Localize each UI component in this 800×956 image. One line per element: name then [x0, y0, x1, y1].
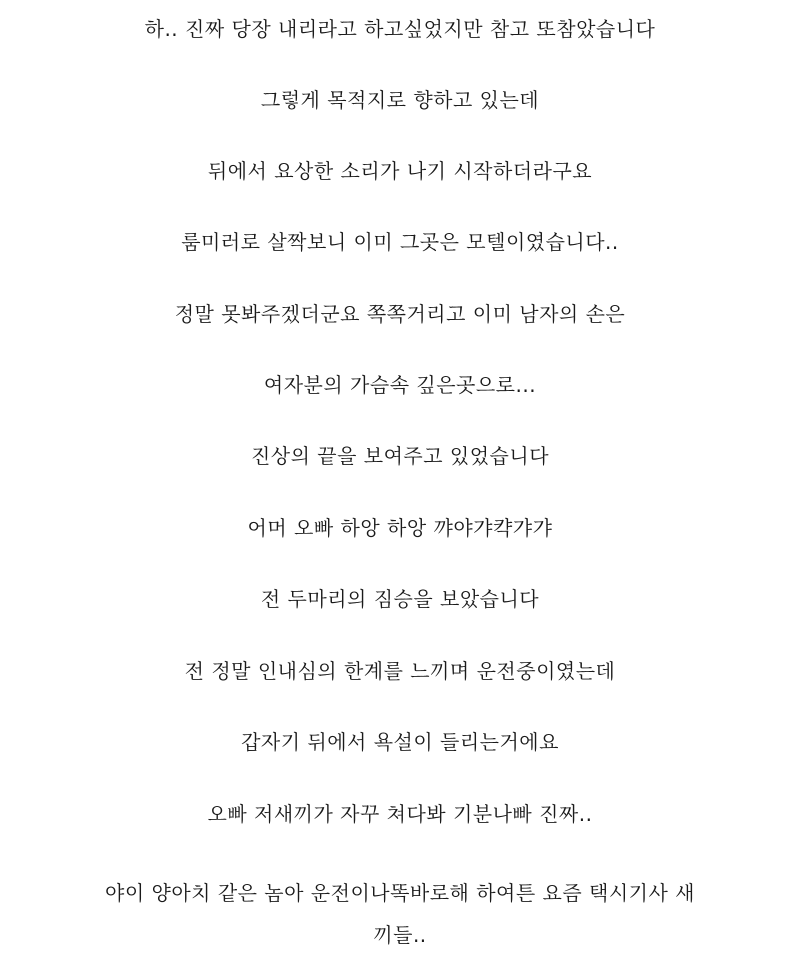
- paragraph: 뒤에서 요상한 소리가 나기 시작하더라구요: [207, 159, 593, 183]
- paragraph: 그렇게 목적지로 향하고 있는데: [260, 88, 540, 112]
- paragraph: 야이 양아치 같은 놈아 운전이나똑바로해 하여튼 요즘 택시기사 새끼들..: [105, 881, 695, 947]
- paragraph: 전 정말 인내심의 한계를 느끼며 운전중이였는데: [184, 659, 616, 683]
- paragraph: 갑자기 뒤에서 욕설이 들리는거에요: [241, 730, 559, 754]
- paragraph: 룸미러로 살짝보니 이미 그곳은 모텔이였습니다..: [181, 230, 619, 254]
- paragraph: 오빠 저새끼가 자꾸 쳐다봐 기분나빠 진짜..: [207, 802, 593, 826]
- paragraph: 진상의 끝을 보여주고 있었습니다: [250, 444, 550, 468]
- paragraph: 여자분의 가슴속 깊은곳으로...: [263, 373, 537, 397]
- paragraph: 어머 오빠 하앙 하앙 꺄야갸캭갸갸: [247, 516, 553, 540]
- paragraph: 정말 못봐주겠더군요 쪽쪽거리고 이미 남자의 손은: [174, 302, 626, 326]
- paragraph: 하.. 진짜 당장 내리라고 하고싶었지만 참고 또참았습니다: [144, 17, 656, 41]
- paragraph: 전 두마리의 짐승을 보았습니다: [260, 587, 540, 611]
